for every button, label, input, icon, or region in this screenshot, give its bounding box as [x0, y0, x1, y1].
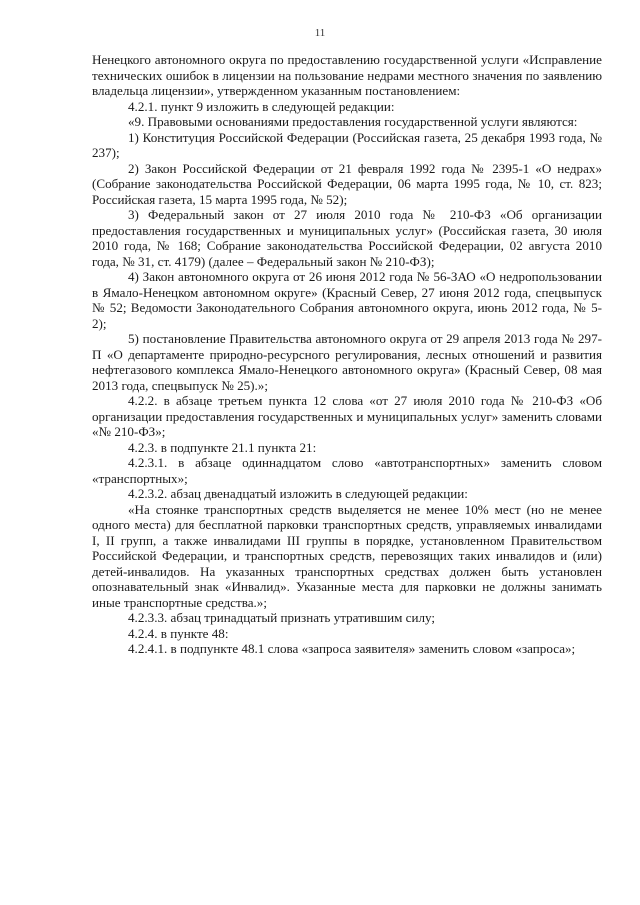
document-body — [92, 52, 602, 657]
paragraph: Ненецкого автономного округа по предоставлению государственной услуги «Исправление технических ошибок в лицензии на пользование недрами местного значения по заявлению владельца лицензии», утвержденном указанным постановлением: — [92, 52, 602, 98]
paragraph: 4.2.3.1. в абзаце одиннадцатом слово «автотранспортных» заменить словом «транспортных»; — [92, 455, 602, 486]
paragraph: 1) Конституция Российской Федерации (Российская газета, 25 декабря 1993 года, № 237); — [92, 129, 602, 160]
paragraph: 4.2.3.2. абзац двенадцатый изложить в следующей редакции: — [128, 486, 468, 501]
paragraph: 5) постановление Правительства автономного округа от 29 апреля 2013 года № 297-П «О департаменте природно-ресурсного регулирования, лесных отношений и развития нефтегазового комплекса Ямало-Ненецкого автономного округа» (Красный Север, 08 мая 2013 года, спецвыпуск № 25).»; — [92, 331, 602, 393]
paragraph: 4.2.2. в абзаце третьем пункта 12 слова «от 27 июля 2010 года № 210-ФЗ «Об организации предоставления государственных и муниципальных услуг» заменить словами «№ 210-ФЗ»; — [92, 393, 602, 439]
paragraph: 3) Федеральный закон от 27 июля 2010 года № 210-ФЗ «Об организации предоставления государственных и муниципальных услуг» (Российская газета, 30 июля 2010 года, № 168; Собрание законодательства Российской Федерации, 02 августа 2010 года, № 31, ст. 4179) (далее – Федеральный закон № 210-ФЗ); — [92, 207, 602, 269]
paragraph: «На стоянке транспортных средств выделяется не менее 10% мест (но не менее одного места) для бесплатной парковки транспортных средств, управляемых инвалидами I, II групп, а также инвалидами III группы в порядке, установленном Правительством Российской Федерации, и транспортных средств, перевозящих таких инвалидов и (или) детей-инвалидов. На указанных транспортных средствах должен быть установлен опознавательный знак «Инвалид». Указанные места для парковки не должны занимать иные транспортные средства.»; — [92, 501, 602, 610]
paragraph: 4.2.3.3. абзац тринадцатый признать утратившим силу; — [128, 610, 436, 625]
paragraph: 4.2.4. в пункте 48: — [128, 625, 229, 641]
paragraph: 4.2.1. пункт 9 изложить в следующей редакции: — [128, 98, 395, 114]
paragraph: 4.2.4.1. в подпункте 48.1 слова «запроса заявителя» заменить словом «запроса»; — [128, 641, 576, 656]
paragraph: 2) Закон Российской Федерации от 21 февраля 1992 года № 2395-1 «О недрах» (Собрание законодательства Российской Федерации, 06 марта 1995 года, № 10, ст. 823; Российская газета, 15 марта 1995 года, № 52); — [92, 160, 602, 207]
paragraph: «9. Правовыми основаниями предоставления государственной услуги являются: — [128, 114, 578, 129]
paragraph: 4) Закон автономного округа от 26 июня 2012 года № 56-ЗАО «О недропользовании в Ямало-Ненецком автономном округе» (Красный Север, 27 июня 2012 года, спецвыпуск № 52; Ведомости Законодательного Собрания автономного округа, июнь 2012 года, № 5-2); — [92, 269, 602, 331]
page-number: 11 — [314, 27, 326, 39]
paragraph: 4.2.3. в подпункте 21.1 пункта 21: — [128, 439, 317, 455]
